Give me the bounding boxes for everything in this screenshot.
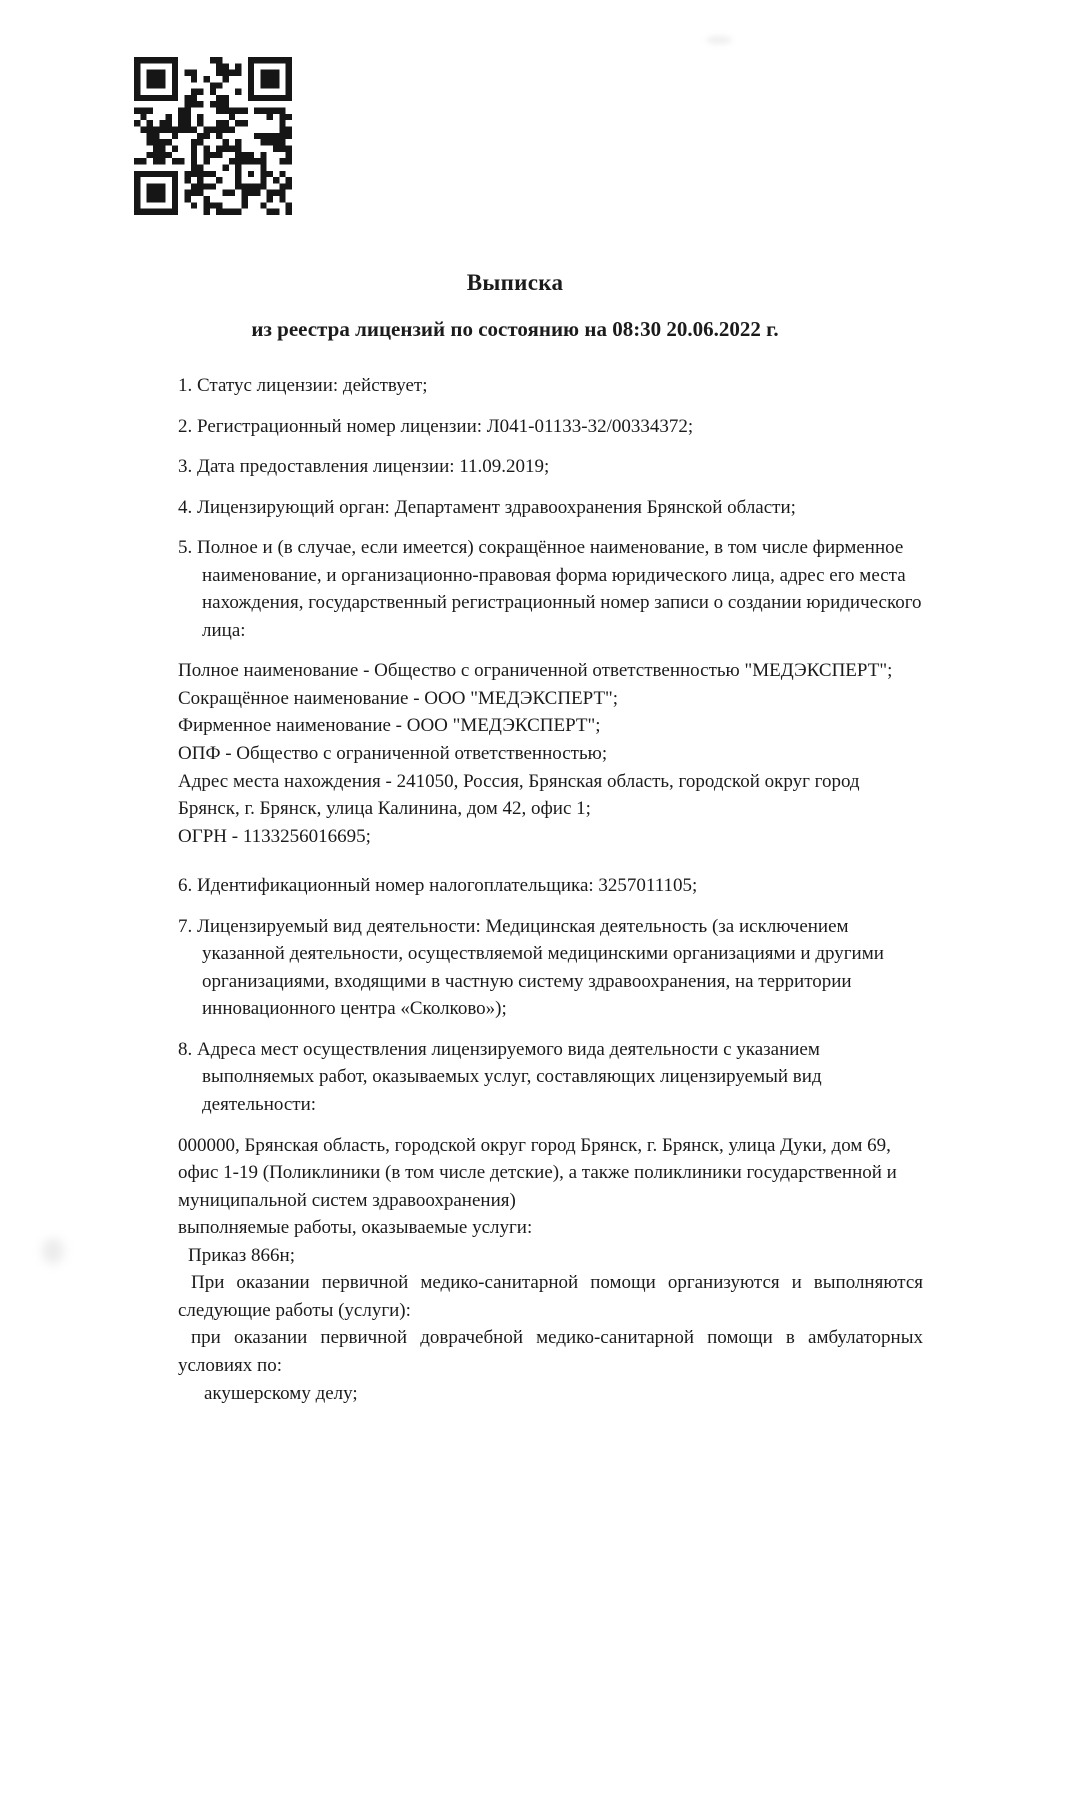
document-body bbox=[178, 372, 923, 1421]
performed-works-label: выполняемые работы, оказываемые услуги: bbox=[178, 1217, 533, 1239]
item-name-and-form-heading: 5. Полное и (в случае, если имеется) сокращённое наименование, в том числе фирменное наименование, и организационно-правовая форма юридического лица, адрес его места нахождения, государственный регистрационный номер записи о создании юридического лица: bbox=[178, 537, 922, 641]
item-activity-addresses-heading: 8. Адреса мест осуществления лицензируемого вида деятельности с указанием выполняемых работ, оказываемых услуг, составляющих лицензируемый вид деятельности: bbox=[178, 1038, 822, 1116]
org-full-name: Полное наименование - Общество с ограниченной ответственностью "МЕДЭКСПЕРТ"; bbox=[178, 660, 893, 682]
document-subtitle: из реестра лицензий по состоянию на 08:30 20.06.2022 г. bbox=[251, 317, 779, 341]
order-866n: Приказ 866н; bbox=[188, 1244, 295, 1266]
qr-code-icon bbox=[131, 57, 295, 215]
scan-artifact-top bbox=[706, 36, 732, 44]
org-details-block bbox=[178, 657, 923, 850]
pre-medical-care-works: при оказании первичной доврачебной медико-санитарной помощи в амбулаторных условиях по: bbox=[178, 1327, 923, 1376]
obstetrics-entry: акушерскому делу; bbox=[204, 1382, 358, 1404]
primary-care-works: При оказании первичной медико-санитарной помощи организуются и выполняются следующие работы (услуги): bbox=[178, 1272, 923, 1321]
org-brand-name: Фирменное наименование - ООО "МЕДЭКСПЕРТ"; bbox=[178, 715, 601, 737]
item-grant-date: 3. Дата предоставления лицензии: 11.09.2019; bbox=[178, 456, 550, 478]
activity-location: 000000, Брянская область, городской округ город Брянск, г. Брянск, улица Дуки, дом 69, офис 1-19 (Поликлиники (в том числе детские), а также поликлиники государственной и муниципальной систем здравоохранения) bbox=[178, 1134, 897, 1211]
activity-address-block bbox=[178, 1132, 923, 1407]
org-ogrn: ОГРН - 1133256016695; bbox=[178, 825, 371, 847]
org-short-name: Сокращённое наименование - ООО "МЕДЭКСПЕРТ"; bbox=[178, 687, 619, 709]
item-licensed-activity: 7. Лицензируемый вид деятельности: Медицинская деятельность (за исключением указанной деятельности, осуществляемой медицинскими организациями и другими организациями, входящими в частную систему здравоохранения, на территории инновационного центра «Сколково»); bbox=[178, 915, 884, 1020]
item-taxpayer-number: 6. Идентификационный номер налогоплательщика: 3257011105; bbox=[178, 875, 698, 897]
org-legal-form: ОПФ - Общество с ограниченной ответственностью; bbox=[178, 743, 608, 765]
item-license-status: 1. Статус лицензии: действует; bbox=[178, 375, 428, 396]
org-address: Адрес места нахождения - 241050, Россия, Брянская область, городской округ город Брянск, г. Брянск, улица Калинина, дом 42, офис 1; bbox=[178, 770, 860, 820]
item-registration-number: 2. Регистрационный номер лицензии: Л041-01133-32/00334372; bbox=[178, 415, 694, 437]
document-title: Выписка bbox=[466, 270, 564, 295]
scan-artifact-left bbox=[42, 1238, 64, 1264]
qr-code-image bbox=[131, 57, 295, 215]
item-licensing-authority: 4. Лицензирующий орган: Департамент здравоохранения Брянской области; bbox=[178, 496, 796, 518]
